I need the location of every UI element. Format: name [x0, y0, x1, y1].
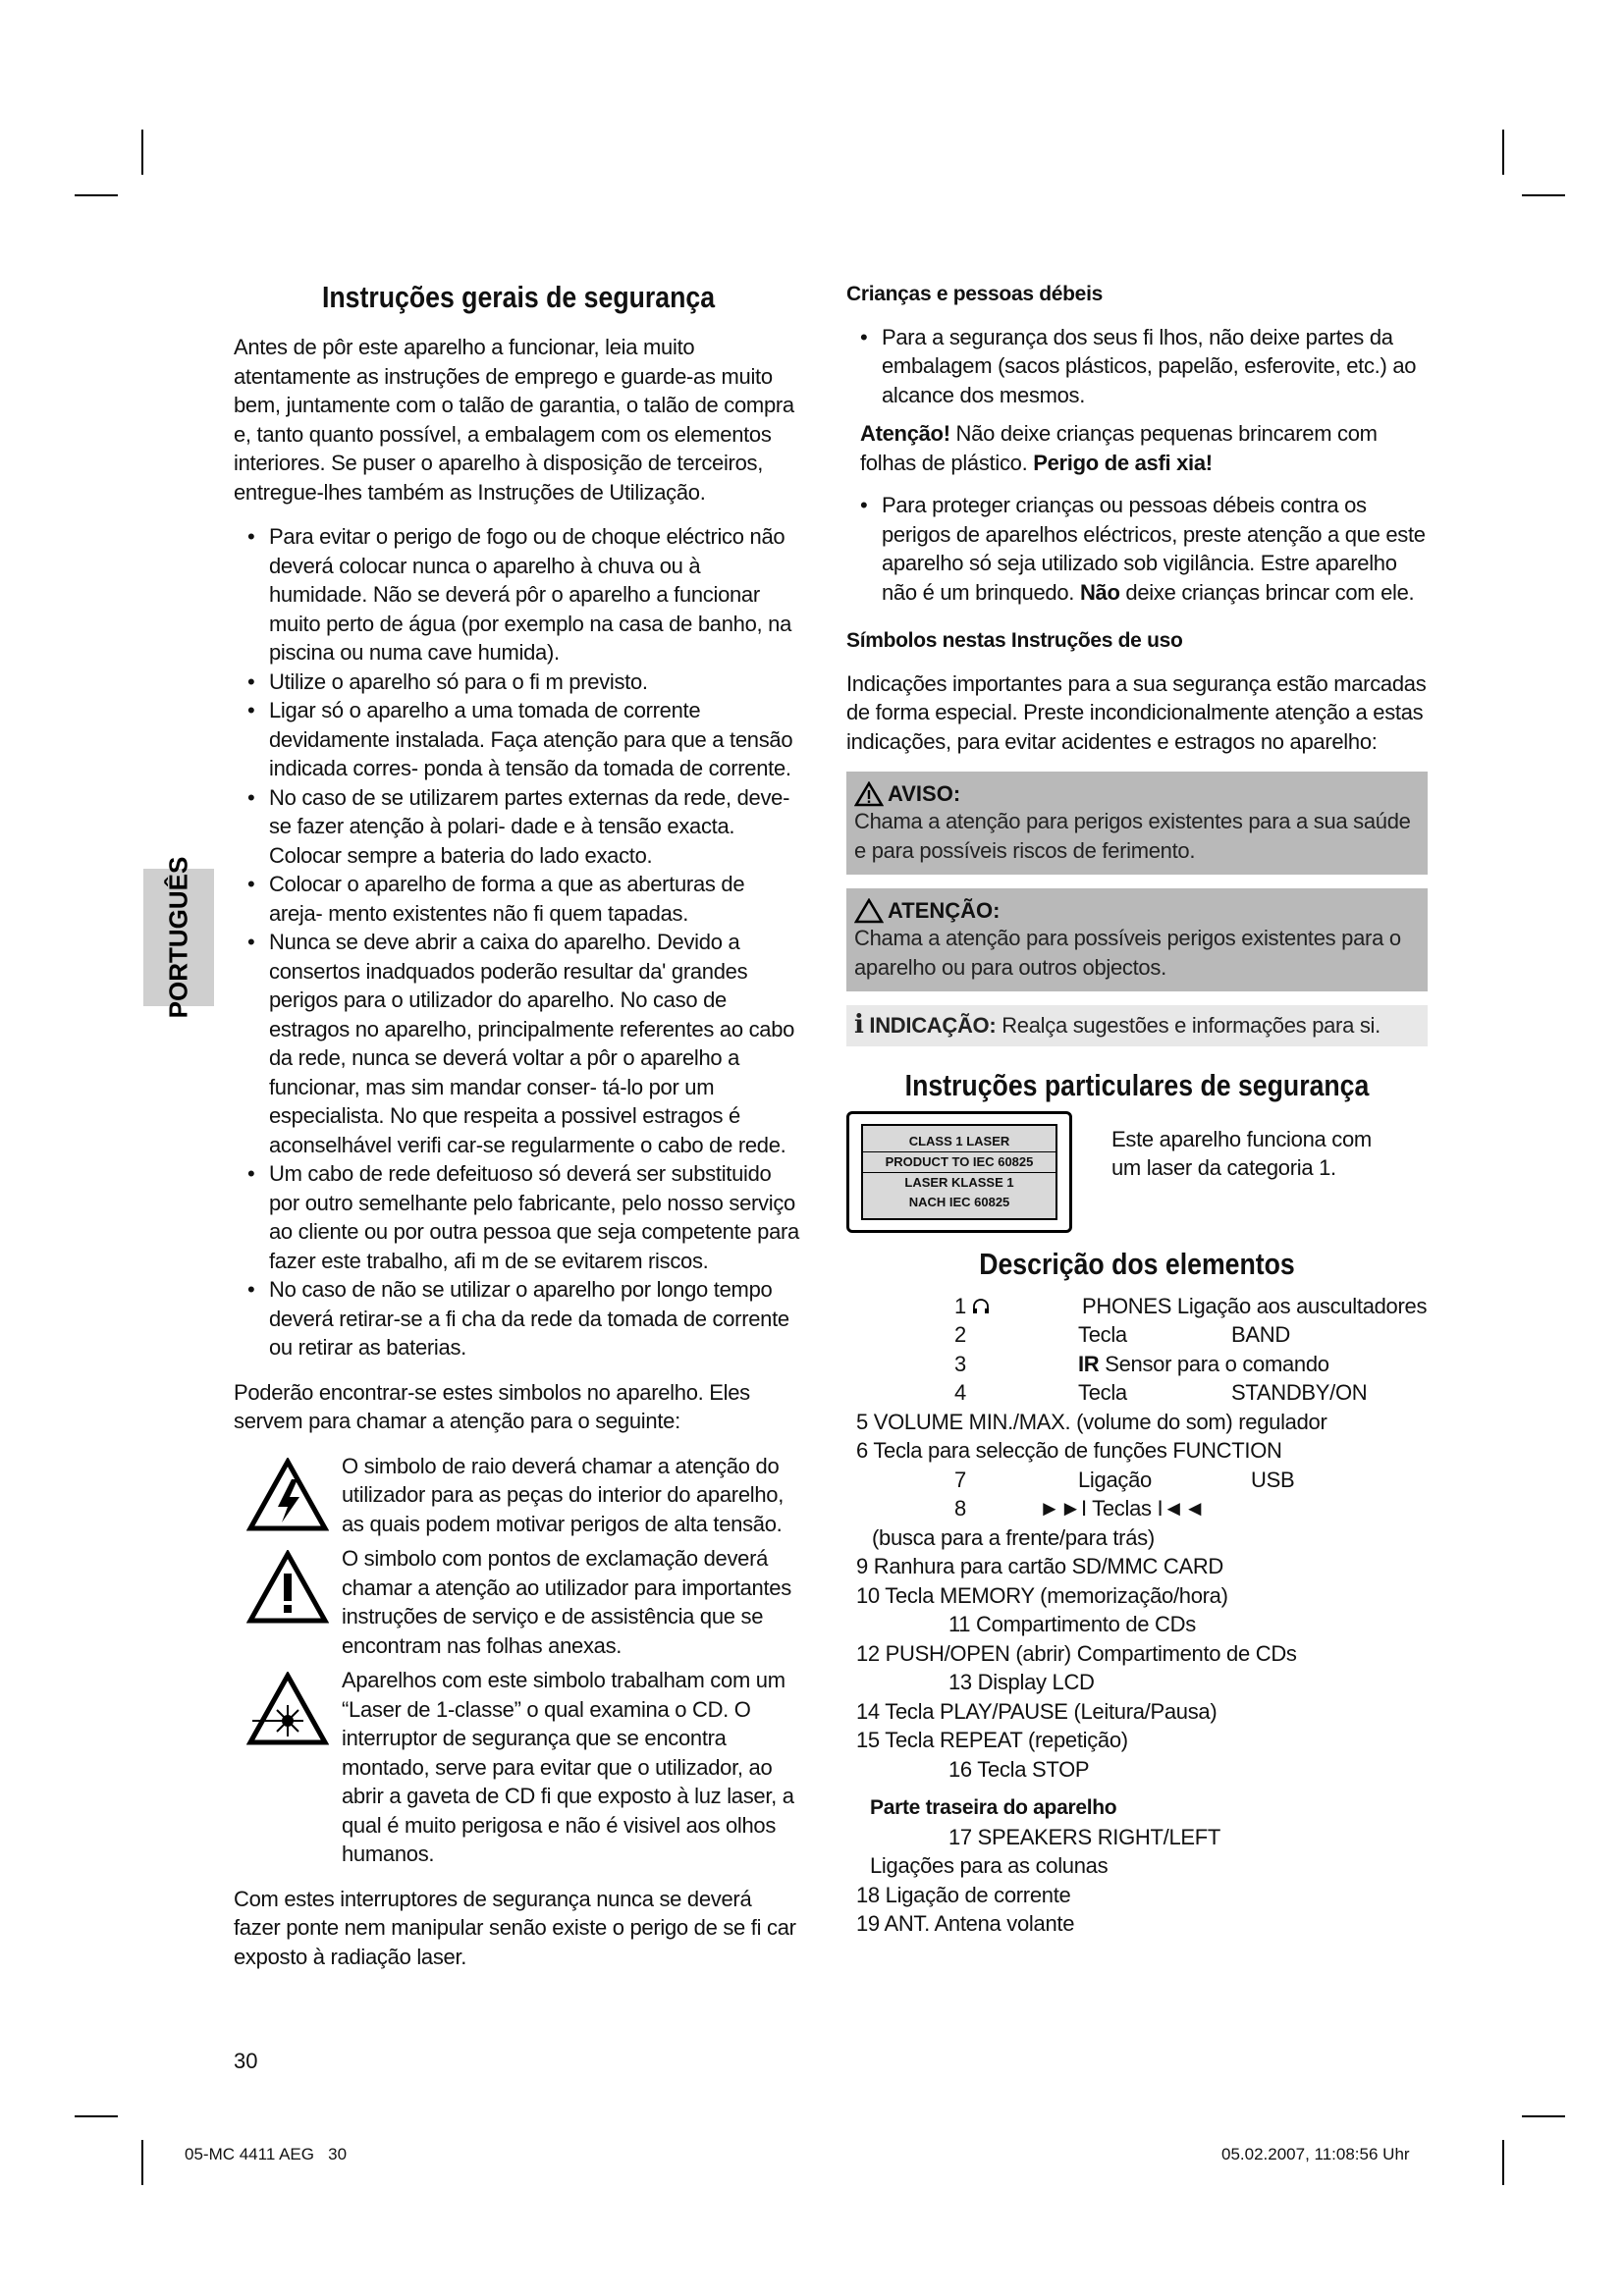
item-number: 1	[954, 1293, 966, 1318]
list-item	[846, 1466, 1428, 1495]
warning-triangle-icon	[854, 781, 884, 807]
children-bullets	[846, 323, 1428, 410]
symbol-row	[234, 1452, 803, 1539]
atencao-text: Chama a atenção para possíveis perigos existentes para o aparelho ou para outros objectos.	[854, 926, 1401, 980]
list-item	[846, 1292, 1428, 1321]
list-item: • Colocar o aparelho de forma a que as aberturas de areja- mento existentes não fi quem tapadas.	[234, 870, 803, 928]
list-item	[846, 1610, 1428, 1639]
particular-safety-title: Instruções particulares de segurança	[904, 1067, 1370, 1102]
elements-list	[846, 1292, 1428, 1785]
list-item	[846, 1726, 1428, 1755]
aviso-label: AVISO:	[888, 781, 961, 806]
crop-mark	[1502, 130, 1504, 175]
bullet-bold: Não	[1079, 579, 1120, 605]
laser-description	[1111, 1111, 1377, 1183]
footer-right: 05.02.2007, 11:08:56 Uhr	[1221, 2145, 1410, 2163]
closing-paragraph: Com estes interruptores de segurança nunca se deverá fazer ponte nem manipular senão existe o perigo de se fi car exposto à radiação laser.	[234, 1886, 796, 1969]
attention-note	[846, 419, 1428, 477]
lightning-warning-icon	[234, 1452, 342, 1539]
crop-mark	[1522, 2115, 1565, 2117]
crop-mark	[141, 2140, 143, 2185]
item-text: 12 PUSH/OPEN (abrir) Compartimento de CDs	[856, 1640, 1297, 1666]
list-item	[846, 491, 1428, 607]
list-item: • Para a segurança dos seus fi lhos, não deixe partes da embalagem (sacos plásticos, papelão, esferovite, etc.) ao alcance dos mesmos.	[846, 323, 1428, 410]
list-item: • Para evitar o perigo de fogo ou de choque eléctrico não deverá colocar nunca o aparelho à chuva ou à humidade. Não se deverá pôr o aparelho a funcionar muito perto de água (por exemplo na casa de banho, na piscina ou numa cave humida).	[234, 522, 803, 667]
indicacao-line	[854, 1011, 1420, 1041]
laser-text: Este aparelho funciona com um laser da categoria 1.	[1111, 1126, 1372, 1180]
symbols-text: Indicações importantes para a sua segurança estão marcadas de forma especial. Preste incondicionalmente atenção a estas indicações, para evitar acidentes e estragos no aparelho:	[846, 670, 1427, 754]
rear-title: Parte traseira do aparelho	[870, 1796, 1117, 1819]
laser-label-line: LASER KLASSE 1	[904, 1174, 1014, 1190]
children-title: Crianças e pessoas débeis	[846, 283, 1103, 305]
item-number: 3	[954, 1351, 966, 1376]
crop-mark	[75, 194, 118, 196]
item-number: 7	[954, 1467, 966, 1492]
item-text: BAND	[1231, 1322, 1290, 1347]
atencao-head	[854, 898, 1420, 924]
item-number: 2	[954, 1322, 966, 1347]
list-item	[846, 1552, 1428, 1581]
list-item	[846, 1378, 1428, 1408]
laser-label-inner	[861, 1124, 1057, 1220]
laser-label-line: CLASS 1 LASER	[908, 1133, 1010, 1148]
aviso-box	[846, 772, 1428, 875]
laser-label-line: NACH IEC 60825	[908, 1194, 1010, 1209]
item-number: 8	[954, 1496, 966, 1521]
indicacao-label: INDICAÇÃO:	[869, 1013, 997, 1038]
item-text: 11 Compartimento de CDs	[948, 1612, 1196, 1636]
item-text: 6 Tecla para selecção de funções FUNCTION	[856, 1438, 1282, 1463]
item-text: Sensor para o comando	[1099, 1351, 1329, 1376]
crop-mark	[75, 2115, 118, 2117]
list-item	[846, 1436, 1428, 1466]
list-item	[846, 1697, 1428, 1727]
info-icon: i	[854, 1010, 864, 1040]
list-item	[846, 1350, 1428, 1379]
footer-left: 05-MC 4411 AEG 30	[185, 2145, 348, 2163]
general-safety-title: Instruções gerais de segurança	[321, 280, 716, 314]
item-text: (busca para a frente/para trás)	[872, 1524, 1155, 1550]
symbol-text: O simbolo de raio deverá chamar a atenção do utilizador para as peças do interior do aparelho, as quais podem motivar perigos de alta tensão.	[342, 1453, 785, 1536]
item-text: 17 SPEAKERS RIGHT/LEFT	[948, 1824, 1221, 1849]
item-text: ►►I Teclas I◄◄	[1039, 1496, 1206, 1521]
headphones-icon	[972, 1293, 990, 1322]
list-item	[846, 1408, 1428, 1437]
item-text: 10 Tecla MEMORY (memorização/hora)	[856, 1582, 1228, 1608]
list-item	[846, 1523, 1428, 1553]
symbol-row	[234, 1666, 803, 1869]
crop-mark	[1522, 194, 1565, 196]
item-text: 16 Tecla STOP	[948, 1756, 1090, 1782]
list-item: • Um cabo de rede defeituoso só deverá ser substituido por outro semelhante pelo fabricante, pelo nosso serviço ao cliente ou por outra pessoa que seja competente para fazer este trabalho, afi m de se evitarem riscos.	[234, 1159, 803, 1275]
indicacao-box	[846, 1005, 1428, 1046]
item-text: 19 ANT. Antena volante	[856, 1911, 1075, 1936]
item-text: 18 Ligação de corrente	[856, 1882, 1071, 1907]
item-text: STANDBY/ON	[1231, 1380, 1368, 1405]
bullet-text: Para proteger crianças ou pessoas débeis contra os perigos de aparelhos eléctricos, preste atenção a que este aparelho só seja utilizado sob vigilância. Estre aparelho não é um brinquedo.	[882, 493, 1426, 605]
left-column	[234, 280, 803, 1987]
atencao-box	[846, 888, 1428, 991]
list-item: • Nunca se deve abrir a caixa do aparelho. Devido a consertos inadquados poderão resultar da' grandes perigos para o utilizador do aparelho. No caso de estragos no aparelho, principalmente referentes ao cabo da rede, nunca se deverá voltar a pôr o aparelho a funcionar, mas sim mandar conser- tá-lo por um especialista. No que respeita a possivel estragos é aconselhável verifi car-se regularmente o cabo de rede.	[234, 928, 803, 1159]
aviso-text: Chama a atenção para perigos existentes para a sua saúde e para possíveis riscos de ferimento.	[854, 809, 1411, 863]
right-column	[846, 280, 1428, 1939]
list-item	[846, 1320, 1428, 1350]
item-text: 13 Display LCD	[948, 1670, 1095, 1694]
item-text: 9 Ranhura para cartão SD/MMC CARD	[856, 1554, 1224, 1578]
symbols-intro: Poderão encontrar-se estes simbolos no aparelho. Eles servem para chamar a atenção para o seguinte:	[234, 1379, 750, 1433]
language-tab-label: PORTUGUÊS	[163, 856, 193, 1019]
list-item	[846, 1851, 1428, 1881]
item-number: 4	[954, 1380, 966, 1405]
symbol-text: Aparelhos com este simbolo trabalham com um “Laser de 1-classe” o qual examina o CD. O interruptor de segurança que se encontra montado, serve para evitar que o utilizador, ao abrir a gaveta de CD fi que exposto à luz laser, a qual é muito perigosa e não é visivel aos olhos humanos.	[342, 1668, 794, 1866]
intro-paragraph: Antes de pôr este aparelho a funcionar, leia muito atentamente as instruções de emprego e guarde-as muito bem, juntamente com o talão de garantia, o talão de compra e, tanto quanto possível, a embalagem com os elementos interiores. Se puser o aparelho à disposição de terceiros, entregue-lhes também as Instruções de Utilização.	[234, 335, 794, 505]
safety-bullets	[234, 522, 803, 1362]
list-item	[846, 1823, 1428, 1852]
list-item	[846, 1909, 1428, 1939]
list-item: • Ligar só o aparelho a uma tomada de corrente devidamente instalada. Faça atenção para que a tensão indicada corres- ponda à tensão da tomada de corrente.	[234, 696, 803, 783]
children-bullets-2	[846, 491, 1428, 607]
list-item	[846, 1881, 1428, 1910]
laser-row	[846, 1111, 1428, 1233]
item-text: 15 Tecla REPEAT (repetição)	[856, 1728, 1128, 1752]
item-text: 5 VOLUME MIN./MAX. (volume do som) regulador	[856, 1409, 1327, 1434]
list-item	[846, 1581, 1428, 1611]
attention-text: Não deixe crianças pequenas brincarem com folhas de plástico.	[860, 421, 1378, 475]
list-item	[846, 1494, 1428, 1523]
item-text: PHONES Ligação aos auscultadores	[1082, 1293, 1428, 1318]
item-text: Tecla	[1078, 1322, 1127, 1347]
crop-mark	[141, 130, 143, 175]
list-item: • No caso de se utilizarem partes externas da rede, deve-se fazer atenção à polari- dade e à tensão exacta. Colocar sempre a bateria do lado exacto.	[234, 783, 803, 871]
item-text: Tecla	[1078, 1380, 1127, 1405]
item-text: Ligação	[1078, 1467, 1152, 1492]
symbol-text: O simbolo com pontos de exclamação deverá chamar a atenção ao utilizador para importantes instruções de serviço e de assistência que se encontram nas folhas anexas.	[342, 1546, 791, 1658]
page-number: 30	[234, 2049, 258, 2073]
elements-title: Descrição dos elementos	[979, 1246, 1295, 1281]
attention-label: Atenção!	[860, 421, 950, 446]
bullet-text: deixe crianças brincar com ele.	[1119, 579, 1415, 605]
caution-triangle-icon	[854, 898, 884, 924]
symbol-row	[234, 1544, 803, 1660]
crop-mark	[1502, 2140, 1504, 2185]
item-bold: IR	[1078, 1351, 1100, 1376]
item-text: 14 Tecla PLAY/PAUSE (Leitura/Pausa)	[856, 1698, 1218, 1724]
rear-list	[846, 1823, 1428, 1939]
symbols-title: Símbolos nestas Instruções de uso	[846, 629, 1183, 652]
item-text: Ligações para as colunas	[870, 1853, 1109, 1878]
laser-label-line: PRODUCT TO IEC 60825	[863, 1151, 1056, 1173]
atencao-label: ATENÇÃO:	[888, 898, 1001, 923]
list-item: • No caso de não se utilizar o aparelho por longo tempo deverá retirar-se a fi cha da rede da tomada de corrente ou retirar as baterias.	[234, 1275, 803, 1362]
aviso-head	[854, 781, 1420, 807]
indicacao-text: Realça sugestões e informações para si.	[996, 1013, 1380, 1038]
list-item	[846, 1639, 1428, 1669]
laser-class-label	[846, 1111, 1072, 1233]
language-tab	[143, 856, 214, 1019]
item-text: USB	[1251, 1467, 1295, 1492]
list-item	[846, 1755, 1428, 1785]
list-item: • Utilize o aparelho só para o fi m previsto.	[234, 667, 803, 697]
laser-warning-icon	[234, 1666, 342, 1869]
attention-bold: Perigo de asfi xia!	[1033, 450, 1213, 475]
exclamation-warning-icon	[234, 1544, 342, 1660]
list-item	[846, 1668, 1428, 1697]
